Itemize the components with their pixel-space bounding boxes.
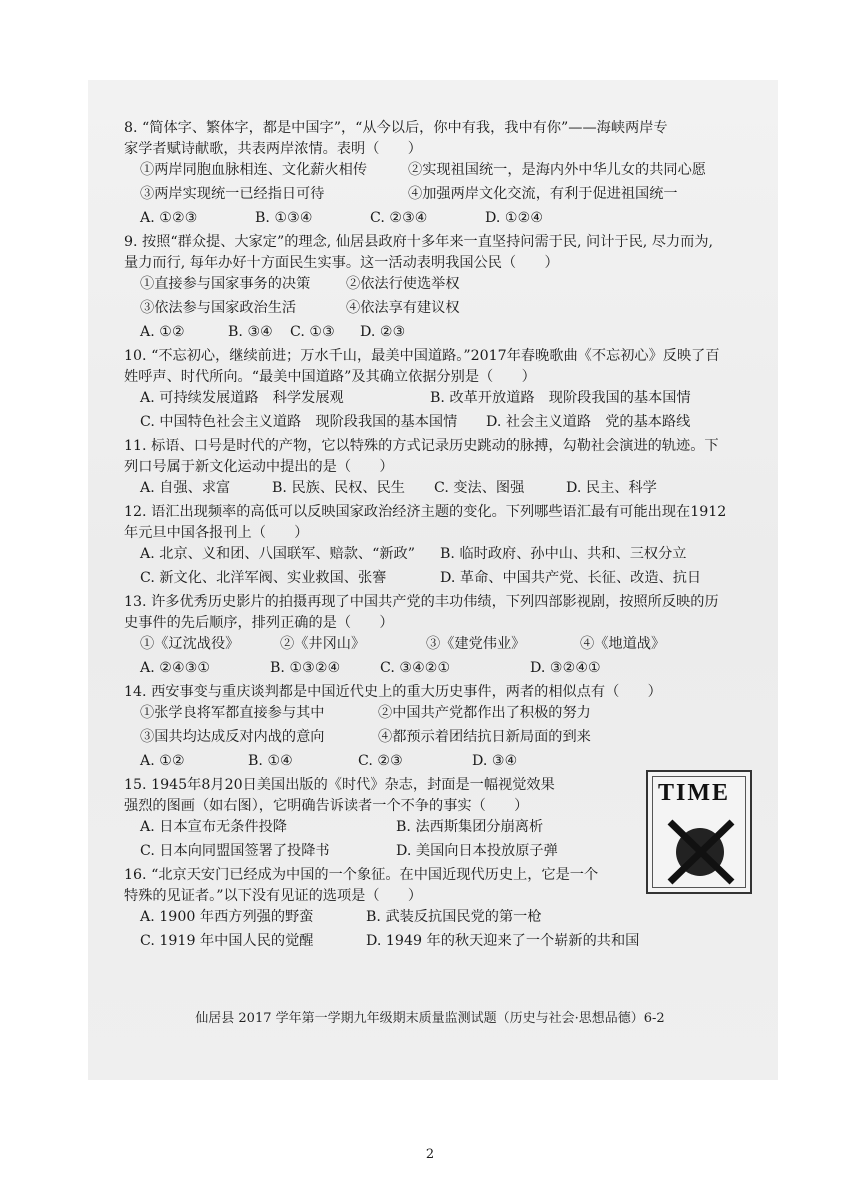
- statement-1: ①张学良将军都直接参与其中: [140, 705, 325, 721]
- choice-d: D. 1949 年的秋天迎来了一个崭新的共和国: [366, 933, 640, 949]
- statement-4: ④《地道战》: [580, 636, 666, 652]
- choice-c: C. 变法、图强: [434, 480, 525, 496]
- choice-a: A. 日本宣布无条件投降: [140, 819, 287, 835]
- choice-d: D. ③④: [472, 753, 518, 769]
- choice-d: D. ②③: [360, 324, 406, 340]
- choice-d: D. ①②④: [485, 210, 544, 226]
- choice-a: A. 1900 年西方列强的野蛮: [140, 909, 314, 925]
- choice-a: A. ①②③: [140, 210, 198, 226]
- choice-b: B. 临时政府、孙中山、共和、三权分立: [440, 546, 687, 562]
- question-line: 年元旦中国各报刊上（ ）: [124, 525, 309, 541]
- question-line: 13. 许多优秀历史影片的拍摄再现了中国共产党的丰功伟绩，下列四部影视剧，按照所反映的历: [124, 594, 719, 610]
- choice-b: B. 民族、民权、民生: [272, 480, 405, 496]
- choice-b: B. ①③②④: [270, 660, 341, 676]
- question-line: 史事件的先后顺序，排列正确的是（ ）: [124, 615, 394, 631]
- question-12: [124, 502, 764, 589]
- magazine-title: TIME: [658, 780, 731, 806]
- statement-4: ④都预示着团结抗日新局面的到来: [378, 729, 591, 745]
- question-9: [124, 232, 764, 343]
- question-line: 16. “北京天安门已经成为中国的一个象征。在中国近现代历史上，它是一个: [124, 867, 599, 883]
- statement-2: ②中国共产党都作出了积极的努力: [378, 705, 591, 721]
- page-footer: 仙居县 2017 学年第一学期九年级期末质量监测试题（历史与社会·思想品德）6-2: [195, 1011, 665, 1026]
- choice-d: D. 民主、科学: [566, 480, 657, 496]
- choice-c: C. 日本向同盟国签署了投降书: [140, 843, 330, 859]
- choice-a: A. 可持续发展道路 科学发展观: [140, 390, 344, 406]
- choice-b: B. ③④: [228, 324, 273, 340]
- choice-c: C. ①③: [290, 324, 335, 340]
- question-line: 15. 1945年8月20日美国出版的《时代》杂志，封面是一幅视觉效果: [124, 777, 555, 793]
- page-number: 2: [425, 1147, 435, 1162]
- crossed-sun-icon: [648, 772, 750, 892]
- choice-a: A. ①②: [140, 324, 185, 340]
- statement-1: ①《辽沈战役》: [140, 636, 240, 652]
- question-8: [124, 118, 764, 229]
- question-line: 姓呼声、时代所向。“最美中国道路”及其确立依据分别是（ ）: [124, 369, 536, 385]
- question-line: 12. 语汇出现频率的高低可以反映国家政治经济主题的变化。下列哪些语汇最有可能出现在1912: [124, 504, 727, 520]
- statement-4: ④加强两岸文化交流，有利于促进祖国统一: [408, 186, 678, 202]
- statement-2: ②《井冈山》: [280, 636, 366, 652]
- choice-b: B. 改革开放道路 现阶段我国的基本国情: [430, 390, 691, 406]
- choice-a: A. ②④③①: [140, 660, 211, 676]
- choice-d: D. ③②④①: [530, 660, 601, 676]
- choice-c: C. ②③④: [370, 210, 428, 226]
- choice-c: C. 新文化、北洋军阀、实业救国、张謇: [140, 570, 387, 586]
- question-line: 10. “不忘初心，继续前进；万水千山，最美中国道路。”2017年春晚歌曲《不忘初心》反映了百: [124, 348, 720, 364]
- question-line: 8. “简体字、繁体字，都是中国字”，“从今以后，你中有我，我中有你”——海峡两岸专: [124, 120, 668, 136]
- question-line: 列口号属于新文化运动中提出的是（ ）: [124, 459, 394, 475]
- question-line: 14. 西安事变与重庆谈判都是中国近代史上的重大历史事件，两者的相似点有（ ）: [124, 684, 662, 700]
- statement-4: ④依法享有建议权: [346, 300, 460, 316]
- choice-d: D. 社会主义道路 党的基本路线: [486, 414, 691, 430]
- choice-c: C. 1919 年中国人民的觉醒: [140, 933, 314, 949]
- question-line: 特殊的见证者。”以下没有见证的选项是（ ）: [124, 888, 423, 904]
- choice-c: C. 中国特色社会主义道路 现阶段我国的基本国情: [140, 414, 458, 430]
- statement-3: ③《建党伟业》: [426, 636, 526, 652]
- choice-a: A. 自强、求富: [140, 480, 231, 496]
- choice-d: D. 革命、中国共产党、长征、改造、抗日: [440, 570, 702, 586]
- choice-b: B. 武装反抗国民党的第一枪: [366, 909, 542, 925]
- choice-a: A. 北京、义和团、八国联军、赔款、“新政”: [140, 546, 415, 562]
- choice-b: B. 法西斯集团分崩离析: [396, 819, 544, 835]
- statement-3: ③国共均达成反对内战的意向: [140, 729, 325, 745]
- statement-2: ②实现祖国统一，是海内外中华儿女的共同心愿: [408, 162, 706, 178]
- time-magazine-cover-figure: [646, 770, 752, 894]
- question-line: 强烈的图画（如右图），它明确告诉读者一个不争的事实（ ）: [124, 798, 529, 814]
- statement-1: ①两岸同胞血脉相连、文化薪火相传: [140, 162, 368, 178]
- choice-c: C. ③④②①: [380, 660, 451, 676]
- question-11: [124, 436, 764, 499]
- statement-3: ③依法参与国家政治生活: [140, 300, 297, 316]
- question-line: 量力而行, 每年办好十方面民生实事。这一活动表明我国公民（ ）: [124, 255, 559, 271]
- choice-a: A. ①②: [140, 753, 185, 769]
- statement-2: ②依法行使选举权: [346, 276, 460, 292]
- statement-3: ③两岸实现统一已经指日可待: [140, 186, 325, 202]
- question-line: 9. 按照“群众提、大家定”的理念, 仙居县政府十多年来一直坚持问需于民, 问计于民, 尽力而为,: [124, 234, 714, 250]
- choice-d: D. 美国向日本投放原子弹: [396, 843, 558, 859]
- question-line: 家学者赋诗献歌，共表两岸浓情。表明（ ）: [124, 141, 422, 157]
- question-line: 11. 标语、口号是时代的产物，它以特殊的方式记录历史跳动的脉搏，勾勒社会演进的轨迹。下: [124, 438, 719, 454]
- choice-b: B. ①③④: [255, 210, 313, 226]
- choice-c: C. ②③: [358, 753, 403, 769]
- question-10: [124, 346, 764, 433]
- question-14: [124, 682, 764, 772]
- choice-b: B. ①④: [248, 753, 293, 769]
- question-13: [124, 592, 764, 679]
- statement-1: ①直接参与国家事务的决策: [140, 276, 311, 292]
